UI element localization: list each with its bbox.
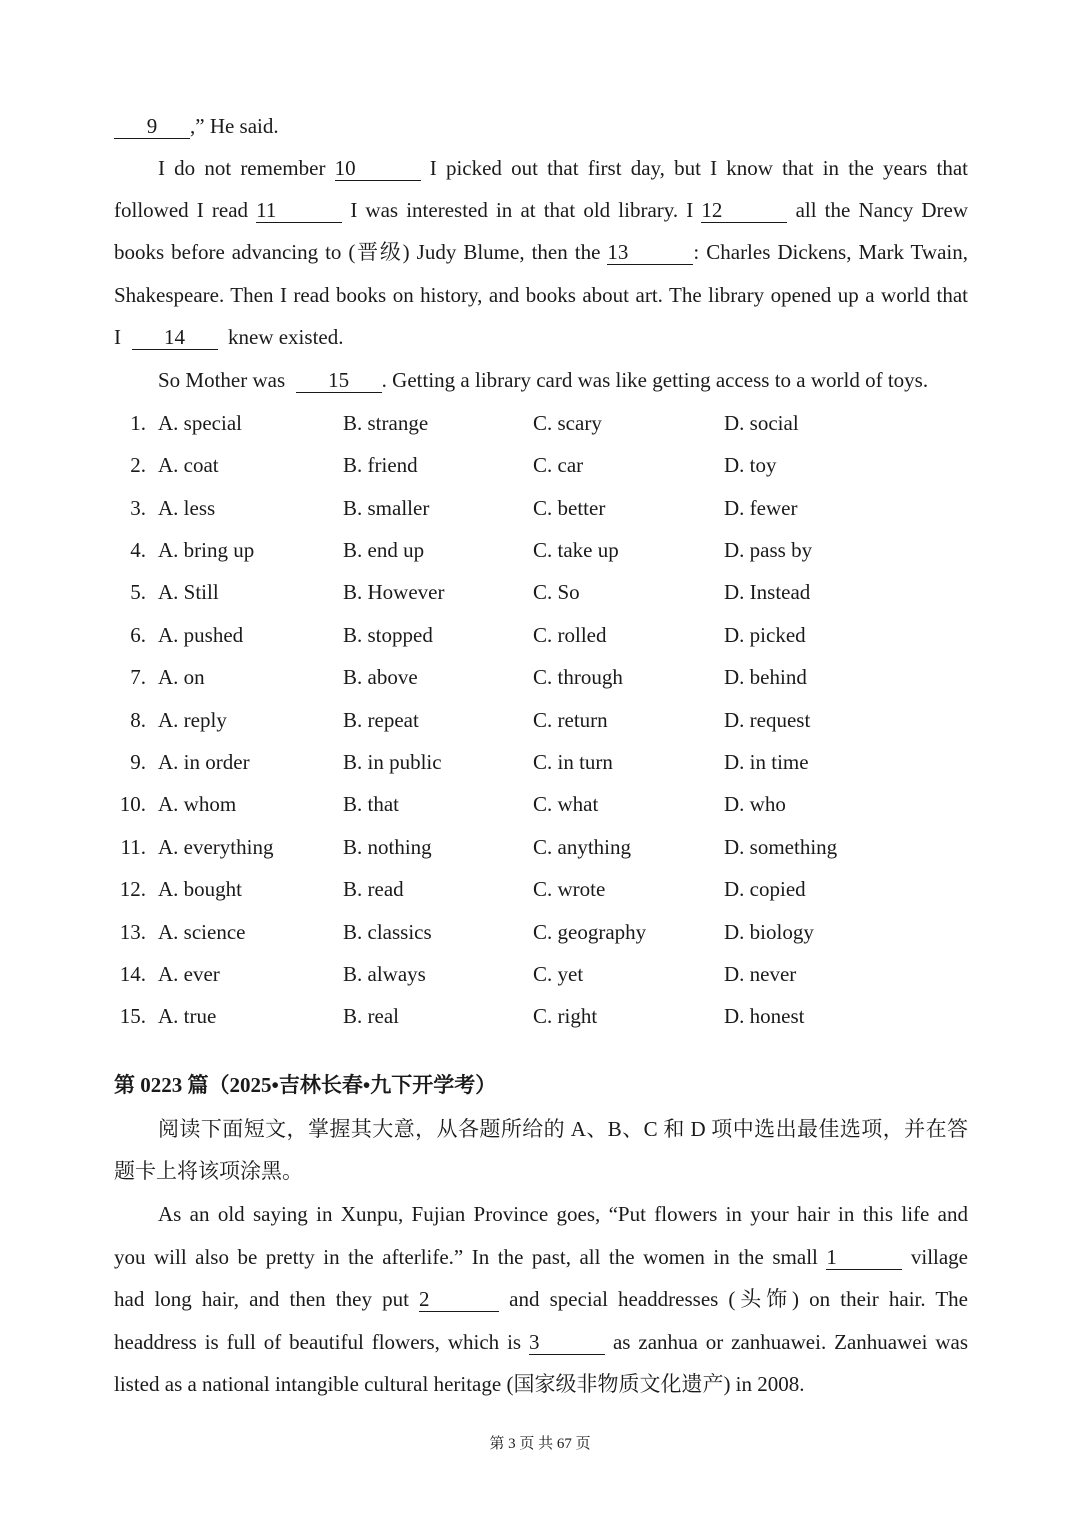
passage-line-5: Shakespeare. Then I read books on history, and books about art. The library opened up a world that bbox=[114, 283, 968, 307]
passage-line-6: I 14 knew existed. bbox=[114, 325, 344, 349]
question-row: 5. A. Still B. However C. So D. Instead bbox=[130, 580, 811, 604]
blank-10: 10 bbox=[335, 156, 421, 181]
passage2-line-1: As an old saying in Xunpu, Fujian Province goes, “Put flowers in your hair in this life and bbox=[158, 1202, 968, 1226]
instruction-line-2: 题卡上将该项涂黑。 bbox=[114, 1159, 303, 1183]
question-row: 10. A. whom B. that C. what D. who bbox=[119, 792, 786, 816]
question-row: 4. A. bring up B. end up C. take up D. pass by bbox=[130, 538, 813, 562]
passage-line-7: So Mother was 15 . Getting a library card was like getting access to a world of toys. bbox=[158, 368, 929, 392]
question-row: 6. A. pushed B. stopped C. rolled D. picked bbox=[130, 623, 806, 647]
blank-14: 14 bbox=[132, 325, 218, 350]
passage2-line-2: you will also be pretty in the afterlife.” In the past, all the women in the small 1 village bbox=[114, 1245, 969, 1269]
blank-13: 13 bbox=[607, 240, 693, 265]
question-row: 8. A. reply B. repeat C. return D. request bbox=[130, 708, 811, 732]
passage-line-3: followed I read 11 I was interested in at that old library. I 12 all the Nancy Drew bbox=[114, 198, 969, 222]
blank-s2-2: 2 bbox=[419, 1287, 499, 1312]
blank-12: 12 bbox=[701, 198, 787, 223]
passage2-line-5: listed as a national intangible cultural heritage (国家级非物质文化遗产) in 2008. bbox=[114, 1372, 805, 1396]
instruction-line-1: 阅读下面短文，掌握其大意，从各题所给的 A、B、C 和 D 项中选出最佳选项，并在答 bbox=[158, 1117, 968, 1141]
page-footer: 第 3 页 共 67 页 bbox=[489, 1436, 591, 1452]
blank-s2-3: 3 bbox=[529, 1330, 605, 1355]
question-row: 14. A. ever B. always C. yet D. never bbox=[119, 962, 797, 986]
passage2-line-4: headdress is full of beautiful flowers, which is 3 as zanhua or zanhuawei. Zanhuawei was bbox=[114, 1330, 968, 1354]
question-row: 15. A. true B. real C. right D. honest bbox=[119, 1004, 805, 1028]
question-row: 1. A. special B. strange C. scary D. social bbox=[130, 411, 799, 435]
passage-line-2: I do not remember 10 I picked out that first day, but I know that in the years that bbox=[158, 156, 969, 180]
question-row: 7. A. on B. above C. through D. behind bbox=[130, 665, 807, 689]
question-row: 13. A. science B. classics C. geography D. biology bbox=[119, 920, 814, 944]
section-heading: 第 0223 篇（2025•吉林长春•九下开学考） bbox=[114, 1073, 497, 1097]
question-row: 11. A. everything B. nothing C. anything D. something bbox=[120, 835, 838, 859]
blank-9: 9 bbox=[114, 114, 190, 139]
blank-11: 11 bbox=[256, 198, 342, 223]
blank-15: 15 bbox=[296, 368, 382, 393]
question-row: 3. A. less B. smaller C. better D. fewer bbox=[130, 496, 798, 520]
passage-line-4: books before advancing to (晋级) Judy Blume, then the 13 : Charles Dickens, Mark Twain, bbox=[114, 240, 968, 264]
passage-line-1: 9 ,” He said. bbox=[114, 112, 968, 140]
passage2-line-3: had long hair, and then they put 2 and special headdresses (头饰) on their hair. The bbox=[114, 1287, 969, 1311]
blank-s2-1: 1 bbox=[826, 1245, 902, 1270]
question-row: 9. A. in order B. in public C. in turn D. in time bbox=[130, 750, 809, 774]
question-row: 12. A. bought B. read C. wrote D. copied bbox=[119, 877, 806, 901]
question-row: 2. A. coat B. friend C. car D. toy bbox=[130, 453, 777, 477]
